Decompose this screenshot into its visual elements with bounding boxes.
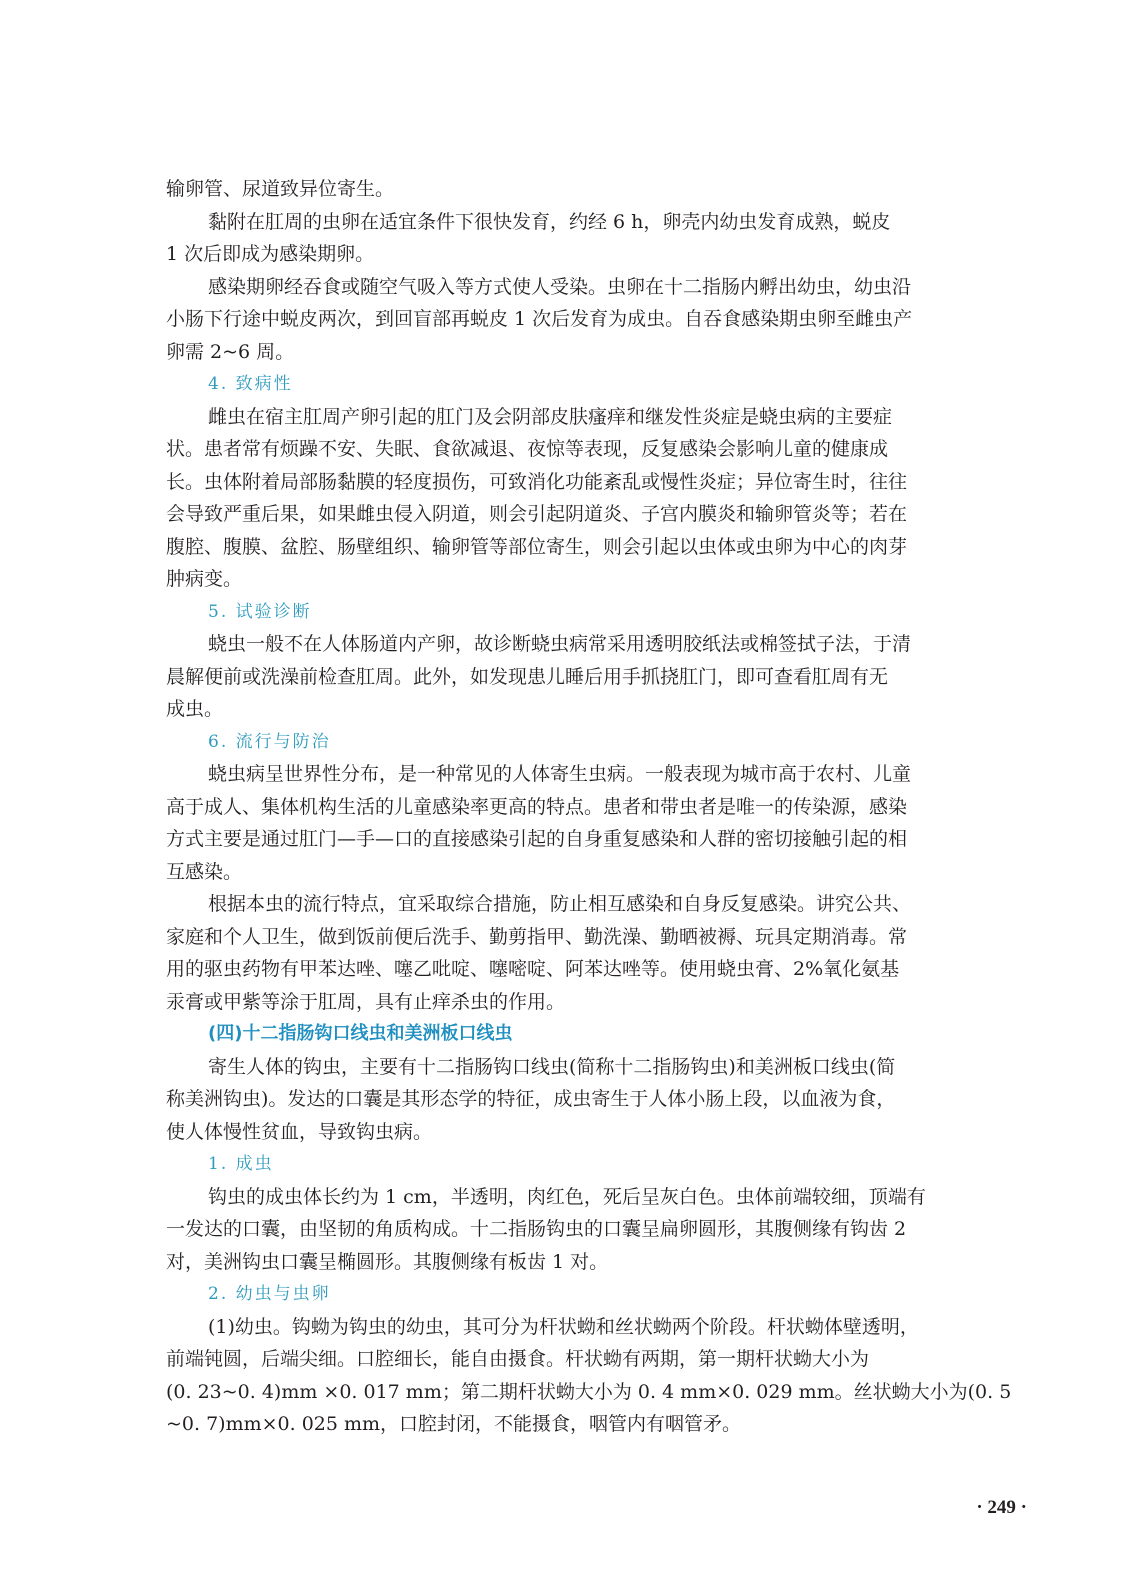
- paragraph-line: 寄生人体的钩虫，主要有十二指肠钩口线虫(简称十二指肠钩虫)和美洲板口线虫(简: [208, 1055, 896, 1078]
- paragraph-line: 用的驱虫药物有甲苯达唑、噻乙吡啶、噻嘧啶、阿苯达唑等。使用蛲虫膏、2%氧化氨基: [166, 958, 900, 980]
- paragraph-line: 汞膏或甲紫等涂于肛周，具有止痒杀虫的作用。: [166, 990, 566, 1013]
- subsection-heading: 6. 流行与防治: [208, 731, 331, 752]
- paragraph-line: 腹腔、腹膜、盆腔、肠壁组织、输卵管等部位寄生，则会引起以虫体或虫卵为中心的肉芽: [166, 535, 908, 558]
- paragraph-line: 雌虫在宿主肛周产卵引起的肛门及会阴部皮肤瘙痒和继发性炎症是蛲虫病的主要症: [208, 405, 893, 428]
- paragraph-line: 1 次后即成为感染期卵。: [166, 243, 375, 265]
- paragraph-line: 家庭和个人卫生，做到饭前便后洗手、勤剪指甲、勤洗澡、勤晒被褥、玩具定期消毒。常: [166, 925, 908, 948]
- paragraph-line: ~0. 7)mm×0. 025 mm，口腔封闭，不能摄食，咽管内有咽管矛。: [166, 1413, 742, 1435]
- paragraph-line: (0. 23~0. 4)mm ×0. 017 mm；第二期杆状蚴大小为 0. 4 mm×0. 029 mm。丝状蚴大小为(0. 5: [166, 1380, 1012, 1403]
- paragraph-line: 一发达的口囊，由坚韧的角质构成。十二指肠钩虫的口囊呈扁卵圆形，其腹侧缘有钩齿 2: [166, 1218, 907, 1240]
- paragraph-line: 根据本虫的流行特点，宜采取综合措施，防止相互感染和自身反复感染。讲究公共、: [208, 893, 912, 915]
- paragraph-line: 方式主要是通过肛门—手—口的直接感染引起的自身重复感染和人群的密切接触引起的相: [166, 828, 908, 850]
- paragraph-line: 黏附在肛周的虫卵在适宜条件下很快发育，约经 6 h，卵壳内幼虫发育成熟，蜕皮: [208, 210, 891, 233]
- paragraph-line: 互感染。: [166, 860, 243, 883]
- paragraph-line: 前端钝圆，后端尖细。口腔细长，能自由摄食。杆状蚴有两期，第一期杆状蚴大小为: [166, 1348, 870, 1370]
- page-number: · 249 ·: [976, 1497, 1027, 1518]
- paragraph-line: 高于成人、集体机构生活的儿童感染率更高的特点。患者和带虫者是唯一的传染源，感染: [166, 795, 908, 818]
- paragraph-line: 肿病变。: [166, 568, 243, 590]
- paragraph-line: 会导致严重后果，如果雌虫侵入阴道，则会引起阴道炎、子宫内膜炎和输卵管炎等；若在: [166, 503, 908, 525]
- paragraph-line: 输卵管、尿道致异位寄生。: [166, 178, 395, 200]
- paragraph-line: 卵需 2~6 周。: [166, 340, 295, 363]
- subsection-heading: 2. 幼虫与虫卵: [208, 1284, 331, 1304]
- paragraph-line: 蛲虫一般不在人体肠道内产卵，故诊断蛲虫病常采用透明胶纸法或棉签拭子法，于清: [208, 633, 912, 655]
- subsection-heading: 4. 致病性: [208, 374, 293, 394]
- section-heading: (四)十二指肠钩口线虫和美洲板口线虫: [208, 1023, 513, 1044]
- paragraph-line: 钩虫的成虫体长约为 1 cm，半透明，肉红色，死后呈灰白色。虫体前端较细，顶端有: [208, 1185, 926, 1208]
- paragraph-line: 长。虫体附着局部肠黏膜的轻度损伤，可致消化功能紊乱或慢性炎症；异位寄生时，往往: [166, 470, 908, 493]
- paragraph-line: 成虫。: [166, 698, 224, 720]
- paragraph-line: 小肠下行途中蜕皮两次，到回盲部再蜕皮 1 次后发育为成虫。自吞食感染期虫卵至雌虫产: [166, 308, 913, 330]
- paragraph-line: 使人体慢性贫血，导致钩虫病。: [166, 1120, 433, 1143]
- subsection-heading: 5. 试验诊断: [208, 601, 312, 622]
- page-body: [166, 173, 1024, 1441]
- paragraph-line: 对，美洲钩虫口囊呈椭圆形。其腹侧缘有板齿 1 对。: [166, 1250, 609, 1273]
- subsection-heading: 1. 成虫: [208, 1154, 274, 1174]
- paragraph-line: 称美洲钩虫)。发达的口囊是其形态学的特征，成虫寄生于人体小肠上段，以血液为食，: [166, 1088, 896, 1110]
- paragraph-line: 感染期卵经吞食或随空气吸入等方式使人受染。虫卵在十二指肠内孵出幼虫，幼虫沿: [208, 275, 912, 298]
- paragraph-line: 状。患者常有烦躁不安、失眠、食欲减退、夜惊等表现，反复感染会影响儿童的健康成: [166, 438, 889, 460]
- paragraph-line: 蛲虫病呈世界性分布，是一种常见的人体寄生虫病。一般表现为城市高于农村、儿童: [208, 763, 912, 785]
- paragraph-line: 晨解便前或洗澡前检查肛周。此外，如发现患儿睡后用手抓挠肛门，即可查看肛周有无: [166, 665, 889, 688]
- paragraph-line: (1)幼虫。钩蚴为钩虫的幼虫，其可分为杆状蚴和丝状蚴两个阶段。杆状蚴体壁透明，: [208, 1315, 919, 1338]
